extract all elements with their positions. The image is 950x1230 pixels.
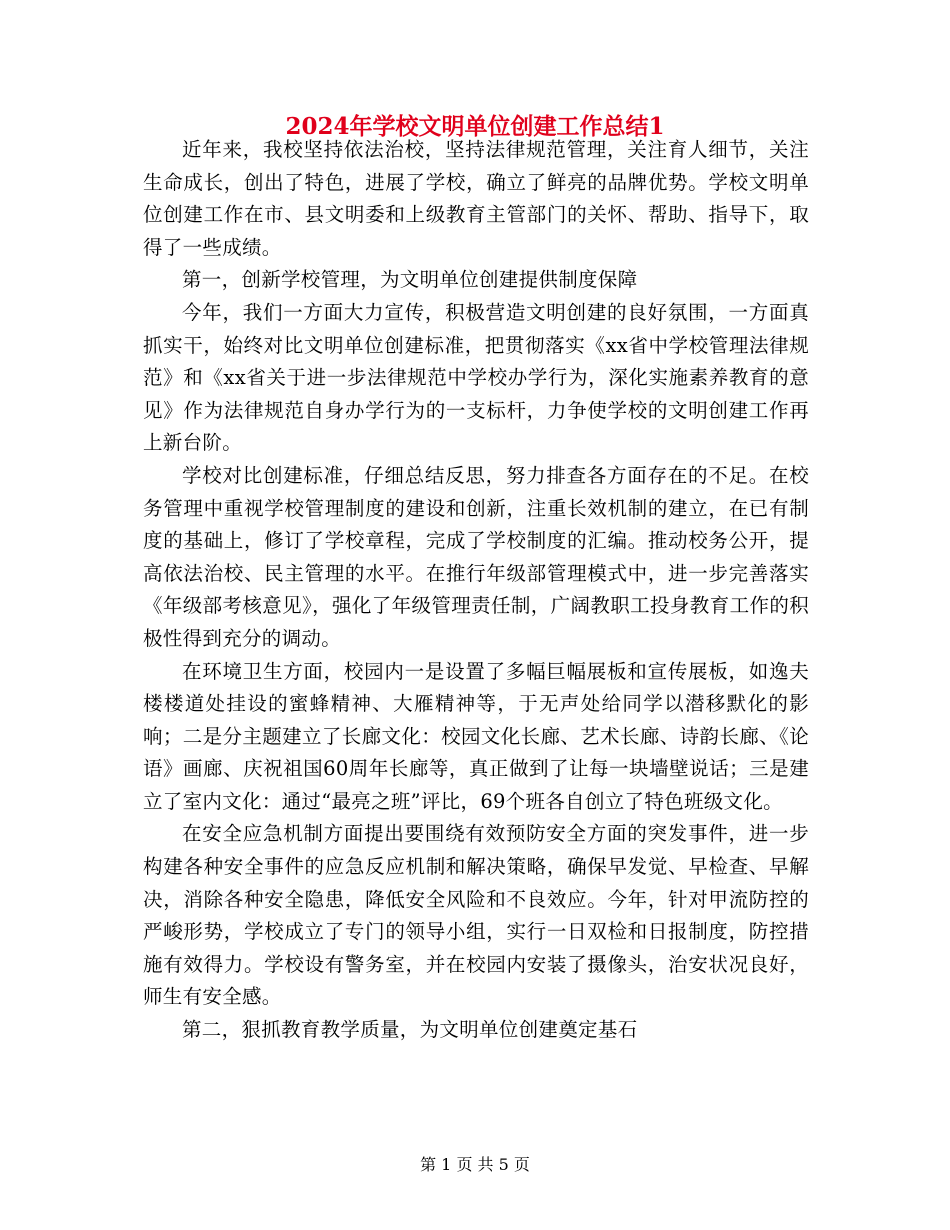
section-heading-1: 第一，创新学校管理，为文明单位创建提供制度保障	[182, 268, 638, 292]
document-body	[143, 134, 809, 1047]
document-title: 2024年学校文明单位创建工作总结1	[285, 113, 665, 140]
section-heading-2: 第二，狠抓教育教学质量，为文明单位创建奠定基石	[182, 1018, 638, 1042]
paragraph: 学校对比创建标准，仔细总结反思，努力排查各方面存在的不足。在校务管理中重视学校管理制度的建设和创新，注重长效机制的建立，在已有制度的基础上，修订了学校章程，完成了学校制度的汇编。推动校务公开，提高依法治校、民主管理的水平。在推行年级部管理模式中，进一步完善落实《年级部考核意见》，强化了年级管理责任制，广阔教职工投身教育工作的积极性得到充分的调动。	[143, 463, 809, 650]
paragraph: 今年，我们一方面大力宣传，积极营造文明创建的良好氛围，一方面真抓实干，始终对比文明单位创建标准，把贯彻落实《xx省中学校管理法律规范》和《xx省关于进一步法律规范中学校办学行为，深化实施素养教育的意见》作为法律规范自身办学行为的一支标杆，力争使学校的文明创建工作再上新台阶。	[143, 300, 809, 455]
paragraph-intro: 近年来，我校坚持依法治校，坚持法律规范管理，关注育人细节，关注生命成长，创出了特色，进展了学校，确立了鲜亮的品牌优势。学校文明单位创建工作在市、县文明委和上级教育主管部门的关怀、帮助、指导下，取得了一些成绩。	[143, 138, 809, 259]
page-number-footer: 第 1 页 共 5 页	[420, 1155, 530, 1174]
paragraph: 在安全应急机制方面提出要围绕有效预防安全方面的突发事件，进一步构建各种安全事件的应急反应机制和解决策略，确保早发觉、早检查、早解决，消除各种安全隐患，降低安全风险和不良效应。今年，针对甲流防控的严峻形势，学校成立了专门的领导小组，实行一日双检和日报制度，防控措施有效得力。学校设有警务室，并在校园内安装了摄像头，治安状况良好，师生有安全感。	[143, 822, 809, 1009]
paragraph: 在环境卫生方面，校园内一是设置了多幅巨幅展板和宣传展板，如逸夫楼楼道处挂设的蜜蜂精神、大雁精神等，于无声处给同学以潜移默化的影响；二是分主题建立了长廊文化：校园文化长廊、艺术长廊、诗韵长廊、《论语》画廊、庆祝祖国60周年长廊等，真正做到了让每一块墙壁说话；三是建立了室内文化：通过“最亮之班”评比，69个班各自创立了特色班级文化。	[143, 659, 809, 813]
